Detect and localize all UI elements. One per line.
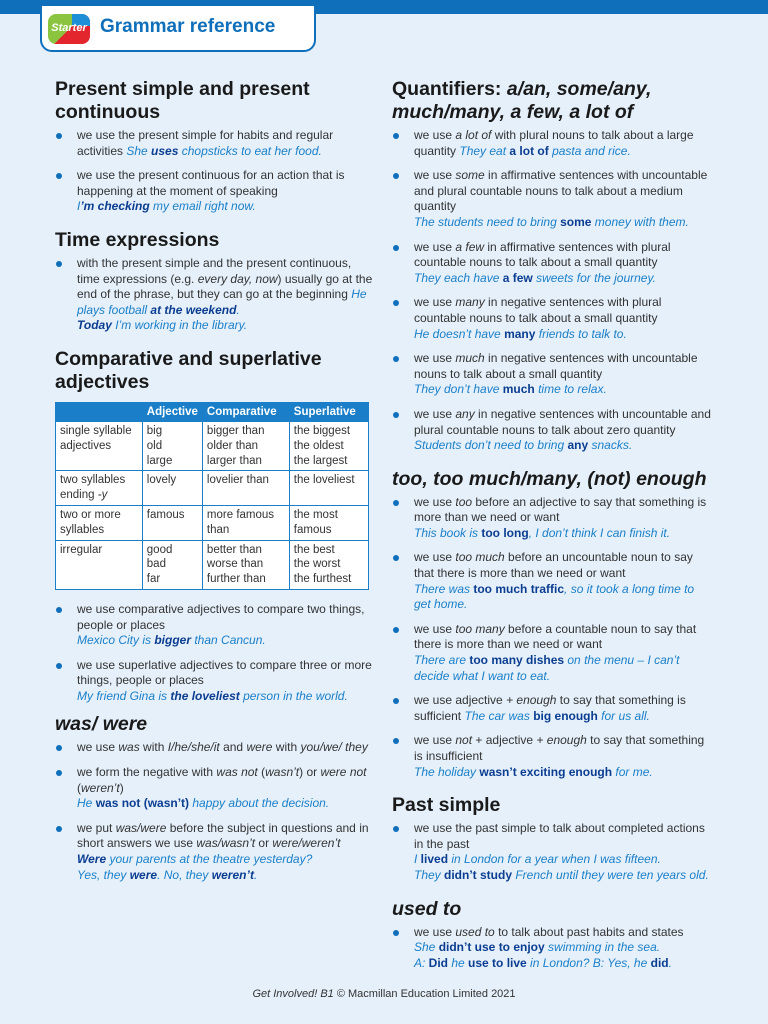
rule-text: in negative sentences with uncountable nouns to talk about a small quantity [414, 351, 698, 381]
table-cell-comp: more famous than [202, 505, 289, 540]
example-line [414, 327, 712, 343]
example-bold: Did [428, 955, 449, 970]
list-item [392, 407, 712, 454]
rule-text: we use comparative adjectives to compare two things, people or places [77, 601, 365, 632]
example-bold: uses [151, 143, 179, 158]
section-title [392, 78, 712, 124]
rule-text: we use the present simple for habits and regular activities [77, 128, 334, 158]
example-text: The car was [464, 708, 534, 723]
rule-italic: I/he/she/it [167, 740, 220, 755]
table-cell-label [56, 505, 143, 540]
table-header: Superlative [289, 402, 368, 421]
example-bold: a few [502, 270, 533, 285]
example-text: time to relax. [534, 382, 607, 397]
section-too-enough [392, 468, 712, 781]
rule-text: in negative sentences with plural countable nouns to talk about a small quantity [414, 295, 662, 325]
rule-italic: wasn’t [265, 765, 300, 780]
list-item [392, 128, 712, 159]
rule-italic: was not [216, 765, 258, 780]
example-text: , so it took a long time to get home. [414, 581, 695, 612]
footer-book: Get Involved! B1 [252, 988, 334, 1000]
badge-label: Starter [51, 22, 87, 34]
example-text: French until they were ten years old. [512, 867, 709, 882]
example-text: He [77, 796, 96, 811]
example-bold: too much traffic [473, 581, 565, 596]
example-bold: a lot of [509, 143, 549, 158]
example-text: snacks. [588, 438, 633, 453]
table-row [56, 471, 369, 506]
example-text: than Cancun. [191, 633, 266, 648]
section-comparatives [55, 348, 373, 705]
rule-text: we form the negative with [77, 765, 217, 780]
example-text: There are [414, 653, 470, 668]
example-line [77, 318, 373, 334]
example-text: I [414, 852, 421, 867]
example-bold: did [650, 955, 669, 970]
example-text: The holiday [414, 764, 480, 779]
section-title: too, too much/many, (not) enough [392, 467, 707, 490]
table-body [56, 421, 369, 589]
example-line [77, 868, 373, 884]
example-bold: lived [420, 852, 449, 867]
section-time-expressions [55, 229, 373, 334]
section-title: Comparative and superlative adjectives [55, 347, 322, 393]
example-text: They don’t have [414, 382, 503, 397]
rule-text: ) or [299, 765, 321, 780]
rule-text: we use the past simple to talk about completed actions in the past [414, 821, 705, 851]
list-item [392, 550, 712, 612]
rule-italic: too [455, 494, 473, 509]
footer-copyright: © Macmillan Education Limited 2021 [333, 988, 516, 1000]
section-title: Present simple and present continuous [55, 78, 310, 123]
section-title: used to [392, 897, 462, 920]
adjectives-table [55, 402, 369, 590]
table-header-blank [56, 402, 143, 421]
example-bold: too long [481, 525, 529, 540]
example-line [414, 653, 712, 684]
rule-italic: too many [455, 621, 505, 636]
list-item [392, 693, 712, 724]
starter-badge [48, 14, 90, 44]
list-item [392, 351, 712, 398]
rule-italic: + enough [506, 693, 557, 708]
example-line [414, 271, 712, 287]
rule-italic: many [455, 295, 485, 310]
example-bold: ’m checking [80, 199, 150, 214]
example-text: in London? B: Yes, he [526, 955, 651, 970]
list-item [55, 821, 373, 883]
rule-text: we use [414, 239, 456, 254]
example-text: He plays football [77, 287, 367, 317]
rule-text: ) [119, 780, 124, 795]
example-bold: were [129, 867, 158, 882]
rule-italic: were not [320, 765, 367, 780]
rule-text: we use [414, 733, 456, 748]
example-bold: was not (wasn’t) [95, 796, 190, 811]
rule-text: or [255, 836, 273, 851]
rule-italic: was/wasn’t [196, 836, 256, 851]
list-item [392, 821, 712, 883]
rule-text: and [219, 740, 247, 755]
rule-text: with [272, 740, 301, 755]
title-plain: Quantifiers: [392, 78, 507, 100]
rule-italic: were [246, 740, 273, 755]
list-item [392, 733, 712, 780]
example-line [414, 868, 712, 884]
example-text: . [236, 302, 240, 317]
label-text: single syllable adjectives [60, 424, 132, 452]
rule-text: ) usually go at the end of the phrase, but they can go at the beginning [77, 271, 373, 302]
example-text: She [414, 940, 439, 955]
list-item [392, 168, 712, 230]
example-text: for us all. [597, 708, 650, 723]
list-item [55, 256, 373, 334]
section-title: Time expressions [55, 228, 220, 251]
example-bold: much [502, 382, 535, 397]
example-text: sweets for the journey. [532, 270, 656, 285]
example-bold: any [567, 438, 589, 453]
section-title: Past simple [392, 794, 501, 817]
table-cell-sup: the most famous [289, 505, 368, 540]
left-column [55, 78, 373, 892]
rule-text: with the present simple and the present continuous, time expressions (e.g. [77, 255, 352, 286]
example-bold: didn’t use to enjoy [438, 940, 545, 955]
list-item [392, 622, 712, 684]
table-cell-adj: good bad far [142, 540, 202, 589]
list-item [55, 740, 373, 756]
rule-text: with plural nouns to talk about a large quantity [414, 128, 694, 158]
example-bold: some [560, 214, 592, 229]
rule-text: to say that something is sufficient [414, 693, 686, 723]
example-text: person in the world. [239, 688, 348, 703]
example-bold: big enough [533, 708, 598, 723]
example-line [414, 582, 712, 613]
table-row [56, 540, 369, 589]
rule-text: ( [77, 780, 81, 795]
example-text: A: [414, 955, 429, 970]
list-item [55, 765, 373, 812]
example-line [77, 199, 373, 215]
list-item [55, 168, 373, 215]
example-text: They [414, 867, 445, 882]
rule-text: we use [414, 550, 456, 565]
label-text: two syllables ending [60, 474, 126, 502]
example-line [414, 526, 712, 542]
rule-italic: any [455, 406, 475, 421]
rule-text: + adjective [472, 733, 537, 748]
label-text: irregular [60, 543, 103, 556]
table-cell-comp: better than worse than further than [202, 540, 289, 589]
example-text: . [668, 955, 672, 970]
rule-text: we use [414, 295, 456, 310]
example-bold: bigger [154, 633, 192, 648]
example-text: in London for a year when I was fifteen. [448, 852, 661, 867]
list-item [392, 495, 712, 542]
list-item [55, 658, 373, 705]
table-cell-label [56, 471, 143, 506]
example-line [77, 689, 373, 705]
example-text: . No, they [157, 867, 212, 882]
table-header: Comparative [202, 402, 289, 421]
rule-text: before an adjective to say that something is more than we need or want [414, 494, 707, 525]
table-row [56, 421, 369, 470]
example-bold: wasn’t exciting enough [479, 764, 613, 779]
table-header: Adjective [142, 402, 202, 421]
rule-text: we use [414, 406, 456, 421]
section-used-to [392, 898, 712, 972]
list-item [55, 602, 373, 649]
rule-text: before the subject in questions and in short answers we use [77, 820, 369, 851]
rule-text: in affirmative sentences with uncountable and plural countable nouns to talk about a medium quantity [414, 168, 708, 214]
rule-text: ( [257, 765, 266, 780]
example-bold: Today [77, 318, 112, 333]
rule-italic: you/we/ they [300, 740, 368, 755]
rule-italic: some [455, 168, 485, 183]
page-title: Grammar reference [100, 16, 276, 37]
table-cell-adj: lovely [142, 471, 202, 506]
example-text: He doesn’t have [414, 326, 505, 341]
section-present-simple [55, 78, 373, 215]
example-text: She [126, 143, 152, 158]
example-text: swimming in the sea. [544, 940, 661, 955]
example-line [414, 956, 712, 972]
rule-text: in affirmative sentences with plural countable nouns to talk about a small quantity [414, 239, 671, 270]
rule-text: to talk about past habits and states [494, 924, 684, 939]
example-line [414, 765, 712, 781]
page-footer [0, 988, 768, 1000]
table-cell-label [56, 540, 143, 589]
example-bold: use to live [468, 955, 527, 970]
example-line [77, 796, 373, 812]
example-text: your parents at the theatre yesterday? [106, 852, 313, 867]
list-item [392, 240, 712, 287]
example-text: friends to talk to. [535, 326, 627, 341]
rule-italic: a lot of [455, 128, 492, 142]
list-item [392, 925, 712, 972]
header-tab [40, 6, 316, 52]
table-cell-comp: lovelier than [202, 471, 289, 506]
example-text: he [448, 955, 469, 970]
example-text: my email right now. [149, 199, 256, 214]
example-text: happy about the decision. [189, 796, 330, 811]
rule-text: we put [77, 820, 116, 835]
example-text: on the menu – I can’t decide what I want to eat. [414, 653, 680, 683]
example-bold: many [504, 326, 536, 341]
rule-text: we use [414, 924, 456, 939]
example-text: The students need to bring [414, 214, 561, 229]
example-bold: weren’t [211, 867, 254, 882]
rule-italic: a few [455, 239, 485, 254]
rule-text: we use adjective [414, 693, 507, 708]
rule-italic: every day, now [197, 271, 278, 286]
example-bold: didn’t study [444, 867, 513, 882]
example-text: Students don’t need to bring [414, 438, 568, 453]
rule-text: we use [77, 740, 119, 755]
example-text: I [77, 199, 81, 214]
example-text: Mexico City is [77, 633, 155, 648]
example-bold: Were [77, 852, 107, 867]
example-text: chopsticks to eat her food. [178, 143, 322, 158]
section-quantifiers [392, 78, 712, 454]
rule-text: we use [414, 168, 456, 183]
section-title: was/ were [55, 713, 148, 736]
table-cell-sup: the loveliest [289, 471, 368, 506]
example-line [77, 852, 373, 868]
label-suffix: -y [97, 489, 108, 502]
example-text: , I don’t think I can finish it. [528, 525, 671, 540]
rule-text: we use the present continuous for an action that is happening at the moment of speaking [77, 168, 345, 198]
example-text: They eat [459, 143, 510, 158]
example-text: . [254, 867, 258, 882]
table-cell-adj: big old large [142, 421, 202, 470]
example-line [414, 852, 712, 868]
rule-text: with [139, 740, 168, 755]
example-line [414, 382, 712, 398]
list-item [55, 128, 373, 159]
table-row [56, 505, 369, 540]
title-italic: a/an, some/any, much/many, a few, a lot of [392, 78, 652, 123]
example-text: My friend Gina is [77, 688, 171, 703]
example-bold: the loveliest [170, 688, 240, 703]
example-line [77, 633, 373, 649]
rule-italic: weren’t [81, 780, 120, 795]
table-cell-comp: bigger than older than larger than [202, 421, 289, 470]
table-cell-adj: famous [142, 505, 202, 540]
example-text: This book is [414, 525, 482, 540]
table-header-row [56, 402, 369, 421]
rule-text: we use [414, 494, 456, 509]
rule-text: before a countable noun to say that there is more than we need or want [414, 621, 697, 652]
example-text: money with them. [591, 214, 689, 229]
example-text: They each have [414, 270, 503, 285]
right-column [392, 78, 712, 980]
rule-text: we use [414, 621, 456, 636]
table-cell-label [56, 421, 143, 470]
table-cell-sup: the best the worst the furthest [289, 540, 368, 589]
rule-italic: not [455, 733, 473, 748]
example-text: Yes, they [77, 867, 130, 882]
rule-text: to say that something is insufficient [414, 733, 705, 763]
example-text: I’m working in the library. [111, 318, 248, 333]
table-cell-sup: the biggest the oldest the largest [289, 421, 368, 470]
example-text: pasta and rice. [548, 143, 631, 158]
example-bold: too many dishes [469, 653, 565, 668]
example-line [414, 940, 712, 956]
example-bold: at the weekend [150, 302, 237, 317]
rule-italic: was/were [115, 820, 167, 835]
rule-italic: was [118, 740, 140, 755]
example-text: There was [414, 581, 474, 596]
rule-italic: too much [455, 550, 505, 565]
rule-italic: + enough [536, 733, 587, 748]
rule-text: we use [414, 128, 456, 142]
rule-text: we use [414, 351, 456, 366]
rule-italic: were/weren’t [272, 836, 341, 851]
example-text: for me. [612, 764, 653, 779]
section-past-simple [392, 794, 712, 883]
rule-italic: much [455, 351, 485, 366]
label-text: two or more syllables [60, 508, 121, 536]
list-item [392, 295, 712, 342]
rule-text: in negative sentences with uncountable and plural countable nouns to talk about zero quantity [414, 406, 711, 437]
example-line [414, 215, 712, 231]
rule-italic: used to [455, 924, 495, 939]
rule-text: before an uncountable noun to say that there is more than we need or want [414, 550, 693, 581]
rule-text: we use superlative adjectives to compare three or more things, people or places [77, 657, 372, 688]
section-was-were [55, 713, 373, 883]
